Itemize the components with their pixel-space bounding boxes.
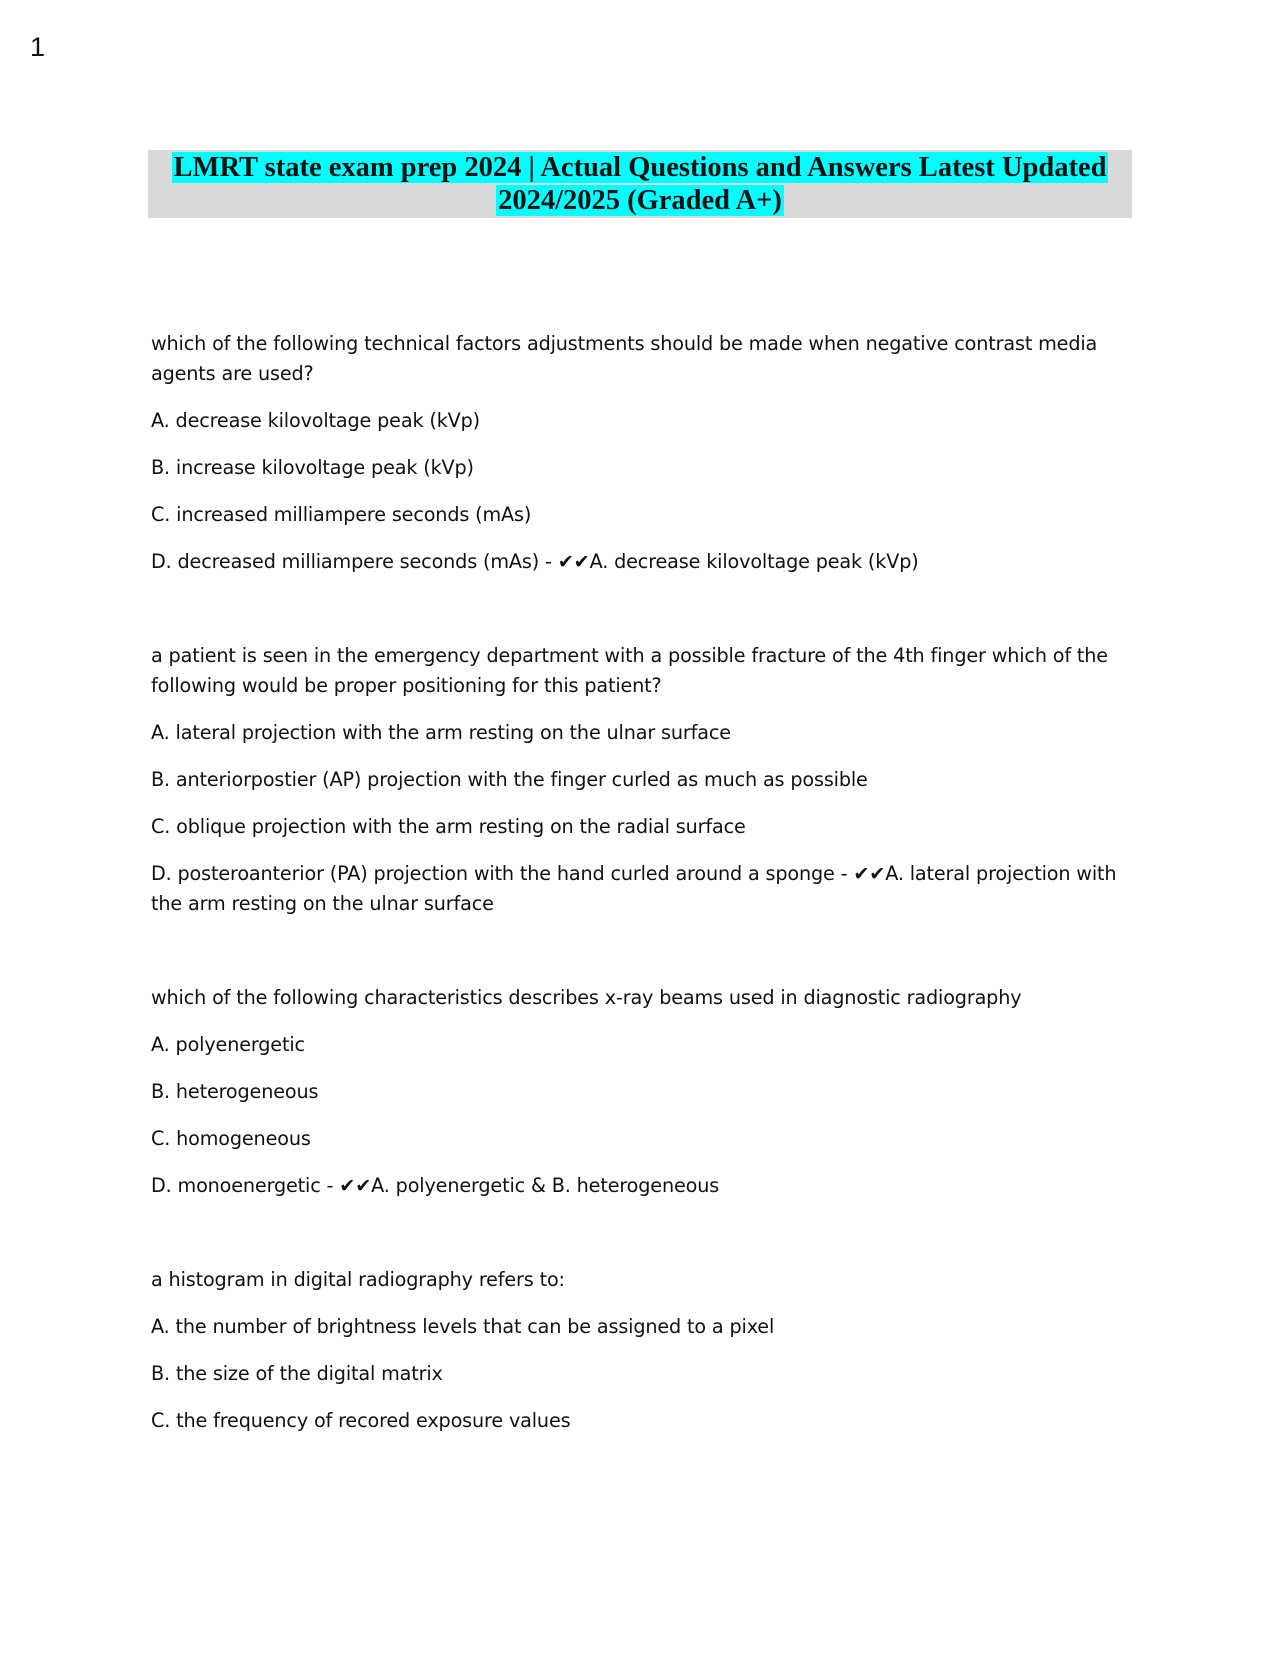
answer-option: B. anteriorpostier (AP) projection with the finger curled as much as possible [151, 768, 868, 791]
question-block [151, 641, 1141, 919]
answer-option: C. increased milliampere seconds (mAs) [151, 503, 532, 526]
answer-option: C. homogeneous [151, 1127, 311, 1150]
page-number: 1 [30, 32, 46, 62]
question-block [151, 1265, 1141, 1436]
answer-option: C. the frequency of recored exposure values [151, 1409, 571, 1432]
question-text: which of the following technical factors adjustments should be made when negative contrast media agents are used? [151, 332, 1098, 385]
question-list [151, 329, 1141, 1436]
answer-option: A. lateral projection with the arm resting on the ulnar surface [151, 721, 731, 744]
answer-option: B. increase kilovoltage peak (kVp) [151, 456, 474, 479]
document-title [148, 150, 1132, 218]
question-text: which of the following characteristics describes x-ray beams used in diagnostic radiography [151, 986, 1022, 1009]
title-line-2: 2024/2025 (Graded A+) [498, 185, 782, 216]
answer-option: A. polyenergetic [151, 1033, 305, 1056]
answer-option: B. heterogeneous [151, 1080, 319, 1103]
answer-option: A. the number of brightness levels that can be assigned to a pixel [151, 1315, 775, 1338]
answer-option-with-key: D. decreased milliampere seconds (mAs) - ✔✔A. decrease kilovoltage peak (kVp) [151, 550, 919, 573]
answer-option-with-key: D. monoenergetic - ✔✔A. polyenergetic & B. heterogeneous [151, 1174, 720, 1197]
question-block [151, 329, 1141, 577]
answer-option: B. the size of the digital matrix [151, 1362, 443, 1385]
question-text: a histogram in digital radiography refers to: [151, 1268, 565, 1291]
answer-option: A. decrease kilovoltage peak (kVp) [151, 409, 480, 432]
question-text: a patient is seen in the emergency department with a possible fracture of the 4th finger which of the following would be proper positioning for this patient? [151, 644, 1108, 697]
answer-option-with-key: D. posteroanterior (PA) projection with the hand curled around a sponge - ✔✔A. lateral projection with the arm resting on the ulnar surface [151, 862, 1117, 915]
title-line-1: LMRT state exam prep 2024 | Actual Questions and Answers Latest Updated [173, 152, 1107, 183]
answer-option: C. oblique projection with the arm resting on the radial surface [151, 815, 746, 838]
question-block [151, 983, 1141, 1201]
